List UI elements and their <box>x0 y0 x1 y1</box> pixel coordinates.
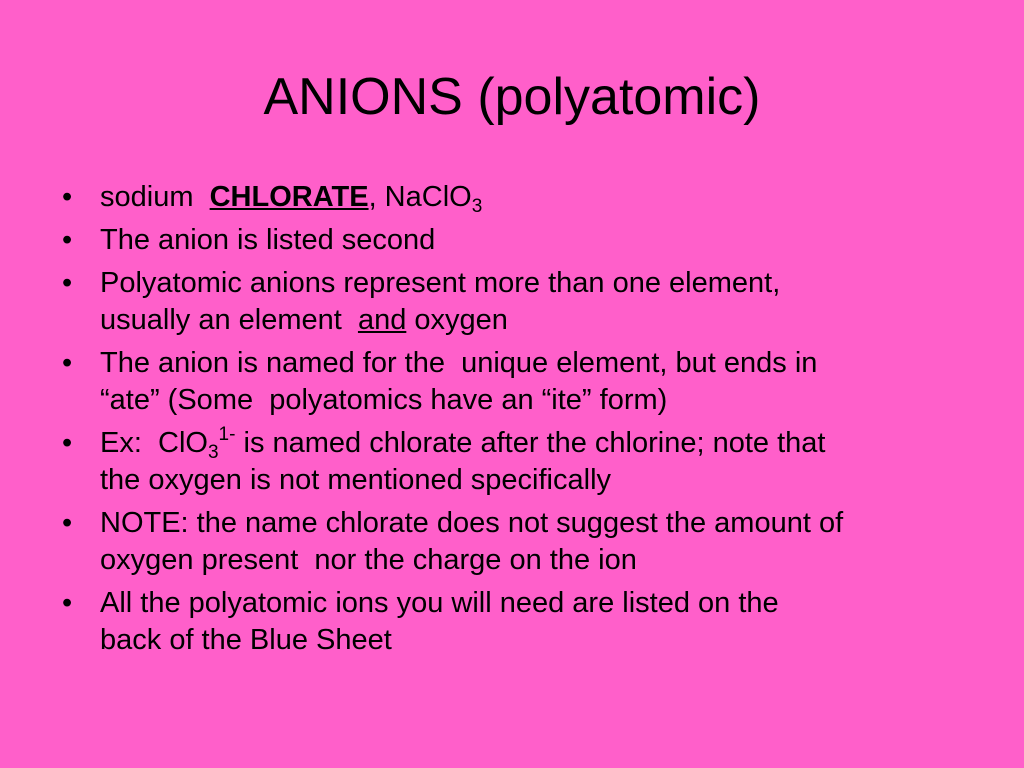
bullet-text: sodium <box>100 181 210 213</box>
bullet-icon: • <box>62 587 73 619</box>
bullet-list <box>56 179 986 665</box>
bullet-item-sodium-chlorate <box>56 179 986 216</box>
bullet-icon: • <box>62 427 73 459</box>
bullet-icon: • <box>62 224 73 256</box>
bullet-text: NOTE: the name chlorate does not suggest the amount of <box>100 507 844 539</box>
bullet-item-anion-listed <box>56 222 986 259</box>
bullet-text: All the polyatomic ions you will need are listed on the <box>100 587 779 619</box>
bullet-text: oxygen <box>406 304 508 336</box>
bullet-text: Ex: ClO <box>100 427 208 459</box>
bullet-icon: • <box>62 347 73 379</box>
bullet-text: , NaClO <box>368 181 472 213</box>
bullet-item-naming-rule <box>56 345 986 419</box>
bullet-item-example <box>56 425 986 499</box>
subscript: 3 <box>471 196 483 217</box>
bullet-icon: • <box>62 267 73 299</box>
bullet-text: is named chlorate after the chlorine; note that <box>235 427 826 459</box>
bullet-icon: • <box>62 181 73 213</box>
bullet-item-polyatomic-definition <box>56 265 986 339</box>
emphasis-chlorate: CHLORATE <box>209 181 369 213</box>
subscript: 3 <box>207 442 219 463</box>
emphasis-and: and <box>357 304 407 336</box>
bullet-text: Polyatomic anions represent more than one element, <box>100 267 781 299</box>
bullet-text: oxygen present nor the charge on the ion <box>100 544 637 576</box>
slide-title: ANIONS (polyatomic) <box>263 68 761 126</box>
bullet-text: back of the Blue Sheet <box>100 624 392 656</box>
bullet-item-blue-sheet <box>56 585 986 659</box>
bullet-text: “ate” (Some polyatomics have an “ite” form) <box>100 384 668 416</box>
bullet-text: The anion is listed second <box>100 224 436 256</box>
bullet-item-note <box>56 505 986 579</box>
bullet-text: The anion is named for the unique element, but ends in <box>100 347 818 379</box>
bullet-text: usually an element <box>100 304 358 336</box>
bullet-text: the oxygen is not mentioned specifically <box>100 464 612 496</box>
bullet-icon: • <box>62 507 73 539</box>
superscript: 1- <box>218 424 236 445</box>
